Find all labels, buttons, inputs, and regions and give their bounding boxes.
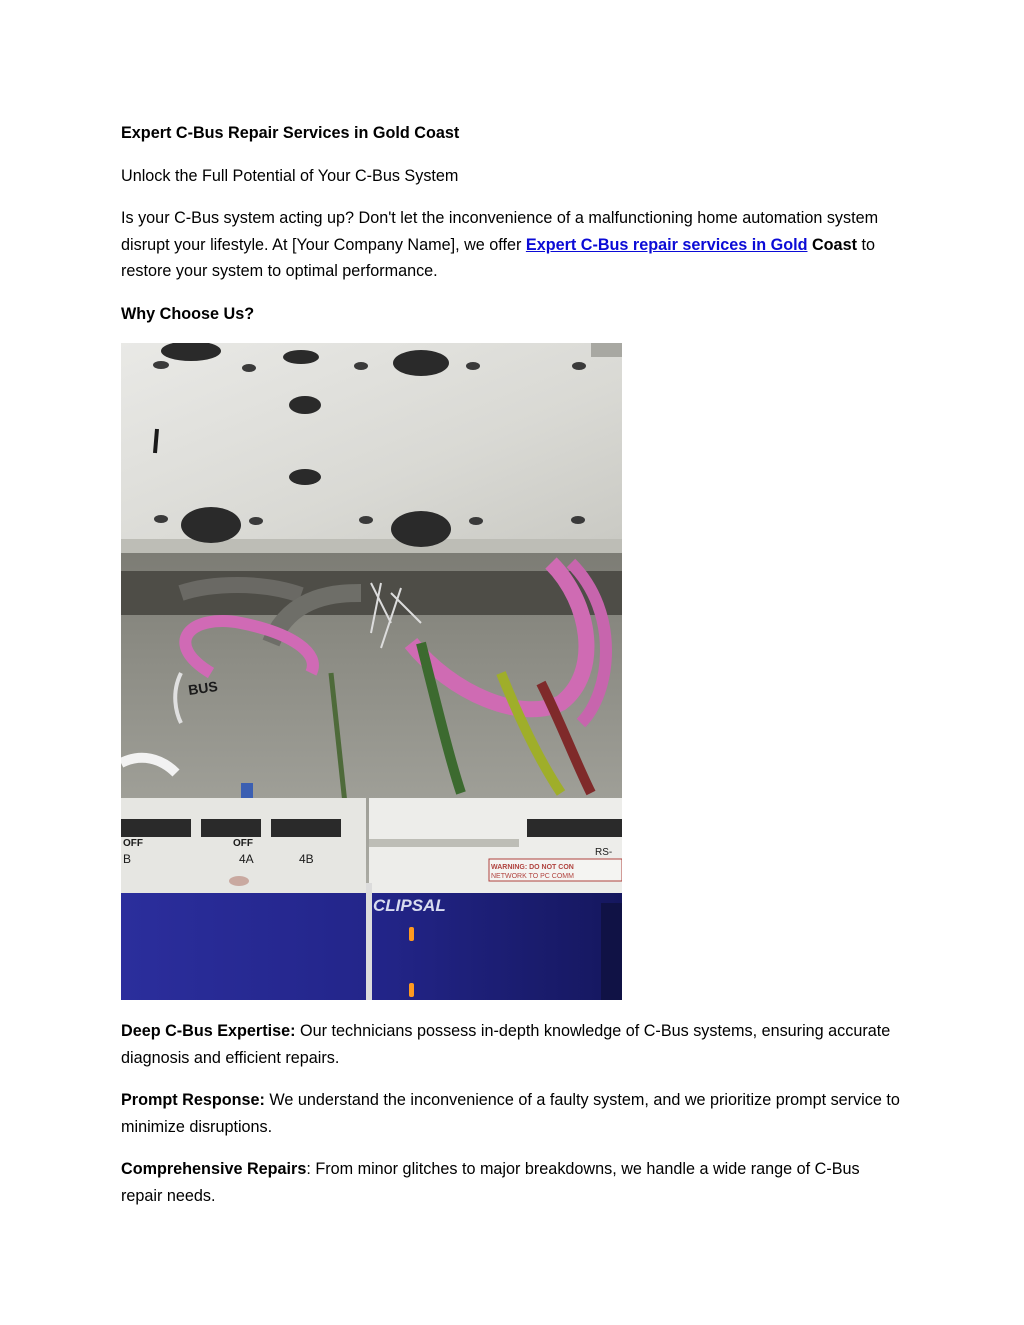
intro-text: Is your C-Bus system acting up? Don't let the inconvenience of a malfunctioning home automation system disrupt your lifestyle. At [Your Company Name], we offer — [121, 209, 879, 254]
why-choose-heading: Why Choose Us? — [121, 304, 255, 323]
intro-paragraph — [121, 205, 901, 285]
channel-4a-label: 4A — [239, 852, 254, 866]
warning-label-line2: NETWORK TO PC COMM — [491, 873, 574, 880]
repair-services-link[interactable]: Expert C-Bus repair services in Gold — [525, 235, 808, 254]
feature-expertise-label: Deep C-Bus Expertise: — [121, 1022, 296, 1040]
intro-bold-text: Coast — [807, 235, 857, 254]
feature-response — [121, 1087, 901, 1140]
off-label-1: OFF — [123, 838, 143, 849]
feature-expertise-text: Our technicians possess in-depth knowledge of C-Bus systems, ensuring accurate diagnosis and efficient repairs. — [121, 1022, 891, 1067]
page-title: Expert C-Bus Repair Services in Gold Coast — [121, 124, 460, 142]
feature-expertise — [121, 1018, 901, 1071]
feature-response-label: Prompt Response: — [121, 1091, 265, 1109]
intro-text-end: to restore your system to optimal performance. — [121, 235, 875, 280]
feature-response-text: We understand the inconvenience of a faulty system, and we prioritize prompt service to minimize disruptions. — [121, 1091, 900, 1136]
pink-cable-text: BUS — [187, 678, 219, 698]
din-rail-plate — [121, 343, 622, 553]
feature-repairs-label: Comprehensive Repairs — [121, 1160, 307, 1178]
clipsal-unit — [121, 883, 622, 1000]
cbus-modules — [121, 798, 622, 893]
rs-port-label: RS- — [595, 847, 613, 858]
clipsal-brand: CLIPSAL — [373, 896, 446, 915]
channel-b-label: B — [123, 852, 132, 866]
feature-repairs — [121, 1156, 901, 1209]
off-label-2: OFF — [233, 838, 253, 849]
page-subtitle: Unlock the Full Potential of Your C-Bus System — [121, 166, 459, 185]
warning-label-line1: WARNING: DO NOT CON — [491, 864, 574, 871]
cbus-wiring-photo — [121, 343, 622, 1000]
document-page — [121, 120, 901, 1209]
feature-repairs-text: : From minor glitches to major breakdowns, we handle a wide range of C-Bus repair needs. — [121, 1160, 860, 1205]
channel-4b-label: 4B — [299, 852, 314, 866]
